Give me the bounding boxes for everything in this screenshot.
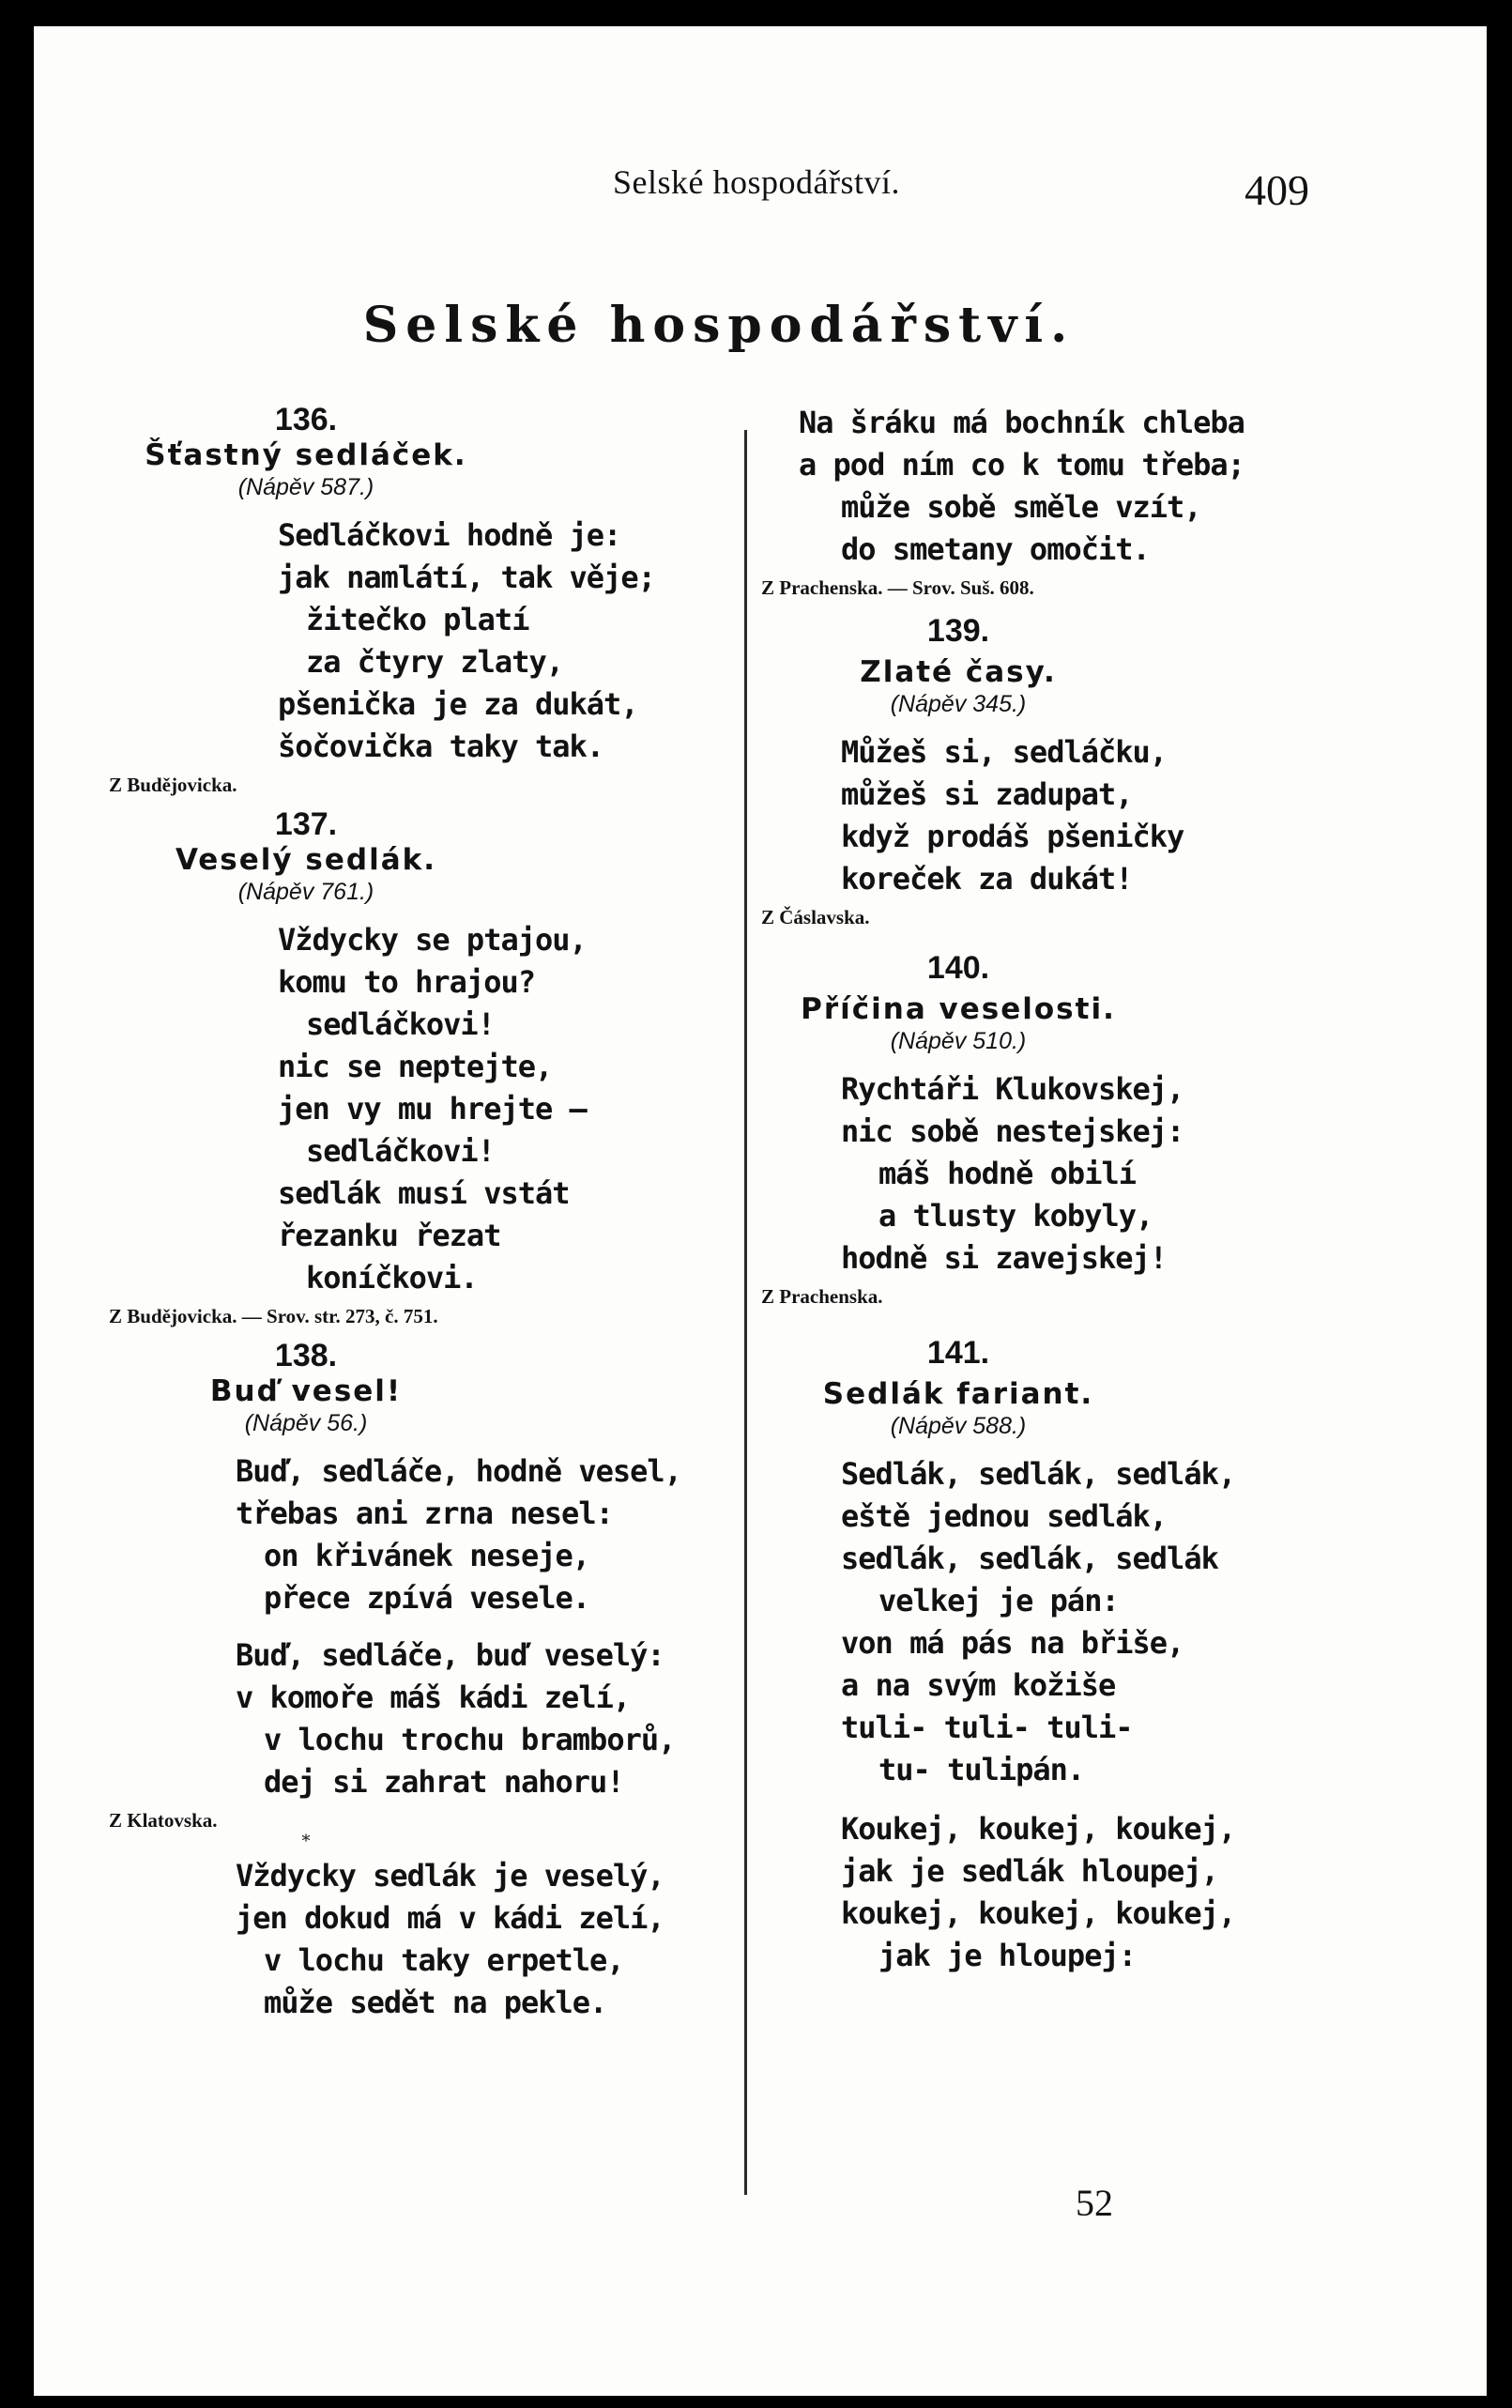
verse-line: Buď, sedláče, hodně vesel,: [236, 1453, 681, 1489]
song-number: 137.: [274, 806, 338, 842]
verse-line: hodně si zavejskej!: [841, 1240, 1168, 1276]
verse: [761, 402, 1418, 571]
verse-line: komu to hrajou?: [278, 964, 535, 1000]
verse-line: šočovička taky tak.: [278, 729, 604, 764]
verse-line: von má pás na břiše,: [841, 1625, 1184, 1661]
verse-line: Rychtáři Klukovskej,: [841, 1071, 1184, 1107]
verse: [761, 1808, 1418, 1977]
verse-line: pšenička je za dukát,: [278, 686, 638, 722]
verse-line: sedlák musí vstát: [278, 1175, 570, 1211]
verse-line: máš hodně obilí: [878, 1156, 1136, 1191]
verse-line: přece zpívá vesele.: [264, 1580, 590, 1616]
napev-reference: (Nápěv 56.): [244, 1410, 368, 1436]
source-note: Z Budějovicka.: [109, 774, 237, 796]
verse-line: jen vy mu hrejte —: [278, 1091, 587, 1127]
source-note: Z Klatovska.: [109, 1809, 218, 1832]
verse-line: on křivánek neseje,: [264, 1538, 590, 1573]
song-138-continuation: [761, 402, 1418, 600]
source-note: Z Budějovicka. — Srov. str. 273, č. 751.: [109, 1305, 438, 1327]
page: [34, 26, 1487, 2396]
verse-line: Na šráku má bochník chleba: [799, 405, 1245, 440]
napev-reference: (Nápěv 588.): [890, 1413, 1027, 1439]
verse-line: jak je sedlák hloupej,: [841, 1853, 1218, 1889]
verse-line: tuli- tuli- tuli-: [841, 1710, 1133, 1745]
verse-line: do smetany omočit.: [841, 531, 1150, 567]
page-number: 409: [1245, 166, 1309, 214]
verse-line: Vždycky sedlák je veselý,: [236, 1858, 664, 1894]
song-number: 141.: [926, 1335, 990, 1371]
song-title: Příčina veselosti.: [801, 992, 1116, 1026]
song-136: [109, 402, 728, 797]
verse-line: a tlusty kobyly,: [878, 1198, 1153, 1234]
running-head: Selské hospodářství.: [613, 163, 900, 201]
verse-line: Můžeš si, sedláčku,: [841, 734, 1168, 770]
verse: [109, 1450, 728, 1619]
song-141: [761, 1335, 1418, 1977]
verse-line: řezanku řezat: [278, 1218, 501, 1253]
napev-reference: (Nápěv 510.): [890, 1028, 1027, 1054]
verse: [761, 1453, 1418, 1791]
napev-reference: (Nápěv 345.): [890, 691, 1027, 717]
verse-line: sedláčkovi!: [306, 1006, 495, 1042]
verse-line: Sedlák, sedlák, sedlák,: [841, 1456, 1236, 1492]
verse-line: koníčkovi.: [306, 1260, 478, 1296]
verse-line: Koukej, koukej, koukej,: [841, 1811, 1236, 1847]
verse-line: koukej, koukej, koukej,: [841, 1895, 1236, 1931]
verse: [109, 1634, 728, 1803]
verse-line: koreček za dukát!: [841, 861, 1133, 897]
verse-line: nic se neptejte,: [278, 1049, 553, 1084]
verse-line: a pod ním co k tomu třeba;: [799, 447, 1245, 483]
verse-line: jak je hloupej:: [878, 1938, 1136, 1973]
left-column: [109, 402, 728, 2024]
verse-line: sedláčkovi!: [306, 1133, 495, 1169]
right-column: [761, 402, 1418, 1977]
verse-line: tu- tulipán.: [878, 1752, 1085, 1787]
verse-line: nic sobě nestejskej:: [841, 1113, 1184, 1149]
verse-line: za čtyry zlaty,: [306, 644, 563, 680]
verse: [109, 1855, 728, 2024]
verse-line: když prodáš pšeničky: [841, 819, 1184, 854]
song-title: Sedlák fariant.: [822, 1377, 1094, 1411]
verse: [109, 514, 728, 768]
verse-line: sedlák, sedlák, sedlák: [841, 1541, 1218, 1576]
source-note: Z Čáslavska.: [761, 906, 870, 928]
verse-line: může sedět na pekle.: [264, 1985, 607, 2020]
song-title: Buď vesel!: [209, 1374, 403, 1408]
verse: [761, 731, 1418, 900]
verse-line: Buď, sedláče, buď veselý:: [236, 1637, 664, 1673]
verse-line: třebas ani zrna nesel:: [236, 1495, 613, 1531]
verse-line: v komoře máš kádi zelí,: [236, 1679, 631, 1715]
song-title: Zlaté časy.: [860, 655, 1057, 689]
verse-line: a na svým kožiše: [841, 1667, 1116, 1703]
section-mark: *: [301, 1832, 311, 1851]
song-138: [109, 1338, 728, 2024]
song-number: 138.: [274, 1338, 338, 1373]
verse: [109, 919, 728, 1299]
song-number: 140.: [926, 950, 990, 986]
verse-line: v lochu taky erpetle,: [264, 1942, 624, 1978]
verse-line: můžeš si zadupat,: [841, 776, 1133, 812]
source-note: Z Prachenska.: [761, 1285, 883, 1308]
verse-line: může sobě směle vzít,: [841, 489, 1201, 525]
verse-line: dej si zahrat nahoru!: [264, 1764, 624, 1800]
song-number: 136.: [274, 402, 338, 437]
song-title: Šťastný sedláček.: [145, 438, 467, 472]
napev-reference: (Nápěv 761.): [237, 879, 374, 905]
verse-line: Sedláčkovi hodně je:: [278, 517, 621, 553]
song-140: [761, 950, 1418, 1309]
napev-reference: (Nápěv 587.): [237, 474, 374, 500]
song-139: [761, 613, 1418, 929]
verse-line: v lochu trochu bramborů,: [264, 1722, 676, 1757]
column-divider: [744, 430, 747, 2195]
source-note: Z Prachenska. — Srov. Suš. 608.: [761, 576, 1034, 599]
verse-line: jen dokud má v kádi zelí,: [236, 1900, 664, 1936]
verse-line: jak namlátí, tak věje;: [278, 560, 655, 595]
verse-line: žitečko platí: [306, 602, 529, 637]
verse-line: Vždycky se ptajou,: [278, 922, 587, 958]
signature-mark: 52: [1076, 2182, 1113, 2224]
song-number: 139.: [926, 613, 990, 649]
song-title: Veselý sedlák.: [175, 843, 437, 877]
page-title: Selské hospodářství.: [362, 297, 1076, 354]
verse-line: eště jednou sedlák,: [841, 1498, 1168, 1534]
verse: [761, 1068, 1418, 1280]
song-137: [109, 806, 728, 1328]
verse-line: velkej je pán:: [878, 1583, 1119, 1618]
